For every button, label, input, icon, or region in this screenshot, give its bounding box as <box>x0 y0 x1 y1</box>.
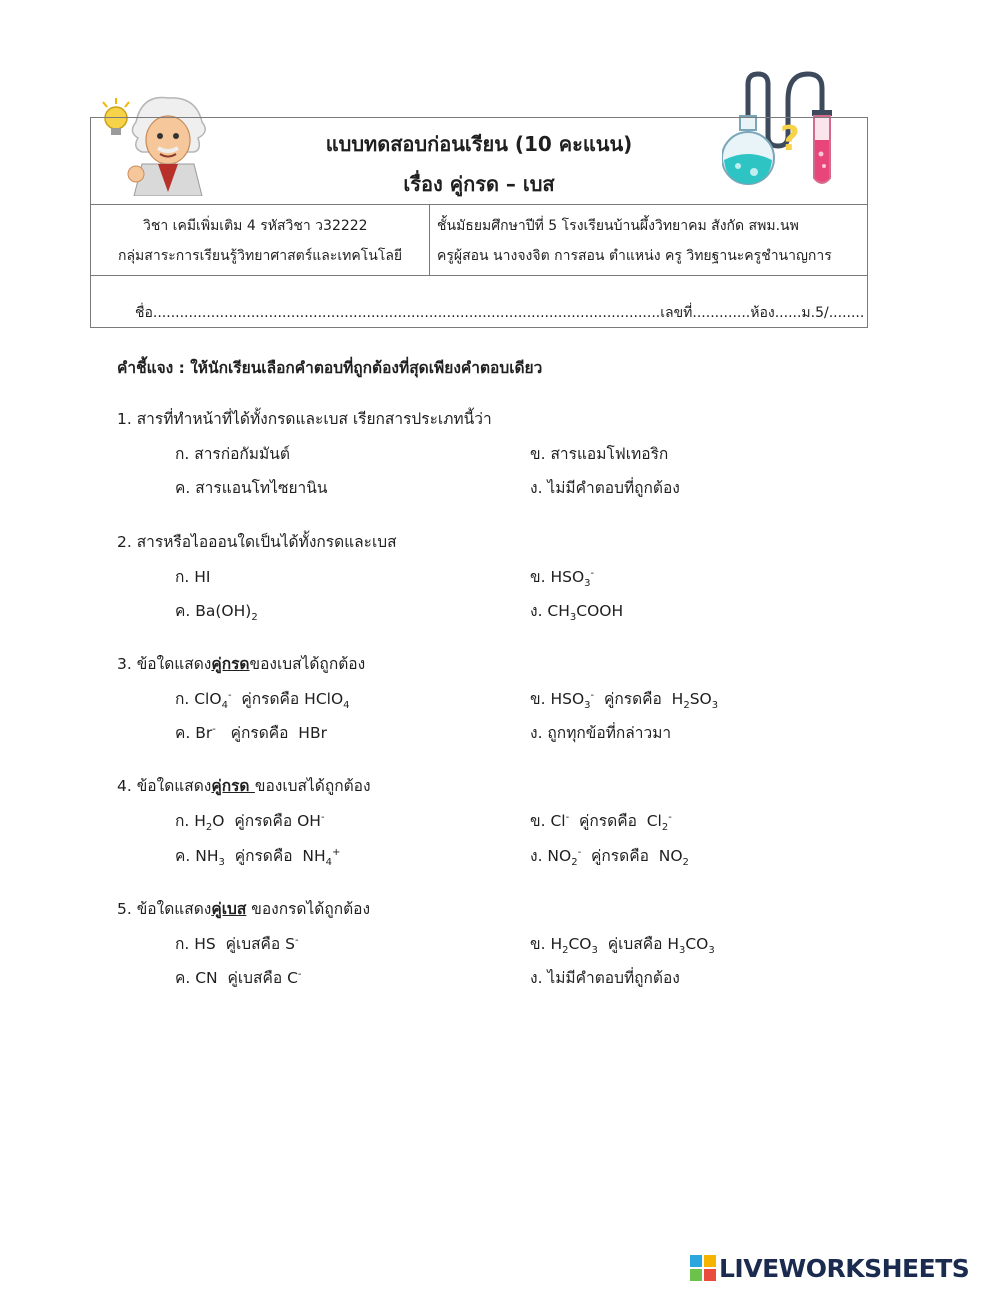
q1-option-a[interactable]: ก. สารก่อกัมมันต์ <box>175 445 290 463</box>
q1-option-d[interactable]: ง. ไม่มีคำตอบที่ถูกต้อง <box>530 479 680 497</box>
header-box <box>90 117 868 328</box>
student-name-field[interactable]: ชื่อ..................................................................................................................เลขที่.............ห้อง......ม.5/........ <box>135 305 865 321</box>
instructions: คำชี้แจง : ให้นักเรียนเลือกคำตอบที่ถูกต้องที่สุดเพียงคำตอบเดียว <box>117 359 543 377</box>
divider <box>91 275 867 276</box>
question-4: 4. ข้อใดแสดงคู่กรด ของเบสได้ถูกต้อง <box>117 777 371 795</box>
q2-option-a[interactable]: ก. HI <box>175 568 211 586</box>
q3-option-a[interactable]: ก. ClO$_4$- คู่กรดคือ HClO$_4$ <box>175 689 350 712</box>
q2-option-b[interactable]: ข. $HSO_3^-$ <box>530 567 595 590</box>
liveworksheets-logo-icon <box>690 1255 716 1281</box>
subject-info: วิชา เคมีเพิ่มเติม 4 รหัสวิชา ว32222 <box>143 218 368 234</box>
q4-option-a[interactable]: ก. $H_2O$ คู่กรดคือ OH- <box>175 811 325 834</box>
q4-option-d[interactable]: ง. $NO_2^-$ คู่กรดคือ $NO_2$ <box>530 846 689 869</box>
q5-option-d[interactable]: ง. ไม่มีคำตอบที่ถูกต้อง <box>530 969 680 987</box>
question-1: 1. สารที่ทำหน้าที่ได้ทั้งกรดและเบส เรียกสารประเภทนี้ว่า <box>117 410 492 428</box>
divider <box>429 204 430 275</box>
department-info: กลุ่มสาระการเรียนรู้วิทยาศาสตร์และเทคโนโลยี <box>118 248 403 264</box>
teacher-info: ครูผู้สอน นางจงจิต การสอน ตำแหน่ง ครู วิทยฐานะครูชำนาญการ <box>437 248 832 264</box>
brand-name: LIVEWORKSHEETS <box>719 1253 970 1283</box>
question-5: 5. ข้อใดแสดงคู่เบส ของกรดได้ถูกต้อง <box>117 900 371 918</box>
question-2: 2. สารหรือไอออนใดเป็นได้ทั้งกรดและเบส <box>117 533 397 551</box>
q3-option-d[interactable]: ง. ถูกทุกข้อที่กล่าวมา <box>530 724 672 742</box>
question-mark-icon: ? <box>780 119 800 159</box>
page-title: แบบทดสอบก่อนเรียน (10 คะแนน) <box>325 132 633 156</box>
class-info: ชั้นมัธยมศึกษาปีที่ 5 โรงเรียนบ้านผึ้งวิทยาคม สังกัด สพม.นพ <box>437 218 799 234</box>
q2-option-d[interactable]: ง. $CH_3COOH$ <box>530 602 624 624</box>
question-3: 3. ข้อใดแสดงคู่กรดของเบสได้ถูกต้อง <box>117 655 366 673</box>
q5-option-c[interactable]: ค. CN คู่เบสคือ C- <box>175 968 302 987</box>
q5-option-a[interactable]: ก. HS คู่เบสคือ S- <box>175 934 299 953</box>
q5-option-b[interactable]: ข. $H_2CO_3$ คู่เบสคือ $H_3CO_3$ <box>530 935 715 957</box>
q4-option-b[interactable]: ข. Cl- คู่กรดคือ $Cl_2^-$ <box>530 811 672 834</box>
q3-option-b[interactable]: ข. $HSO_3^-$ คู่กรดคือ $H_2SO_3$ <box>530 689 719 712</box>
page-subtitle: เรื่อง คู่กรด – เบส <box>403 172 555 196</box>
q1-option-c[interactable]: ค. สารแอนโทไซยานิน <box>175 479 328 497</box>
q4-option-c[interactable]: ค. $NH_3$ คู่กรดคือ $NH_4^+$ <box>175 846 341 869</box>
liveworksheets-brand[interactable] <box>690 1253 969 1283</box>
q3-option-c[interactable]: ค. Br- คู่กรดคือ HBr <box>175 723 327 742</box>
q1-option-b[interactable]: ข. สารแอมโฟเทอริก <box>530 445 669 463</box>
q2-option-c[interactable]: ค. $Ba(OH)_2$ <box>175 602 258 624</box>
divider <box>91 204 867 205</box>
